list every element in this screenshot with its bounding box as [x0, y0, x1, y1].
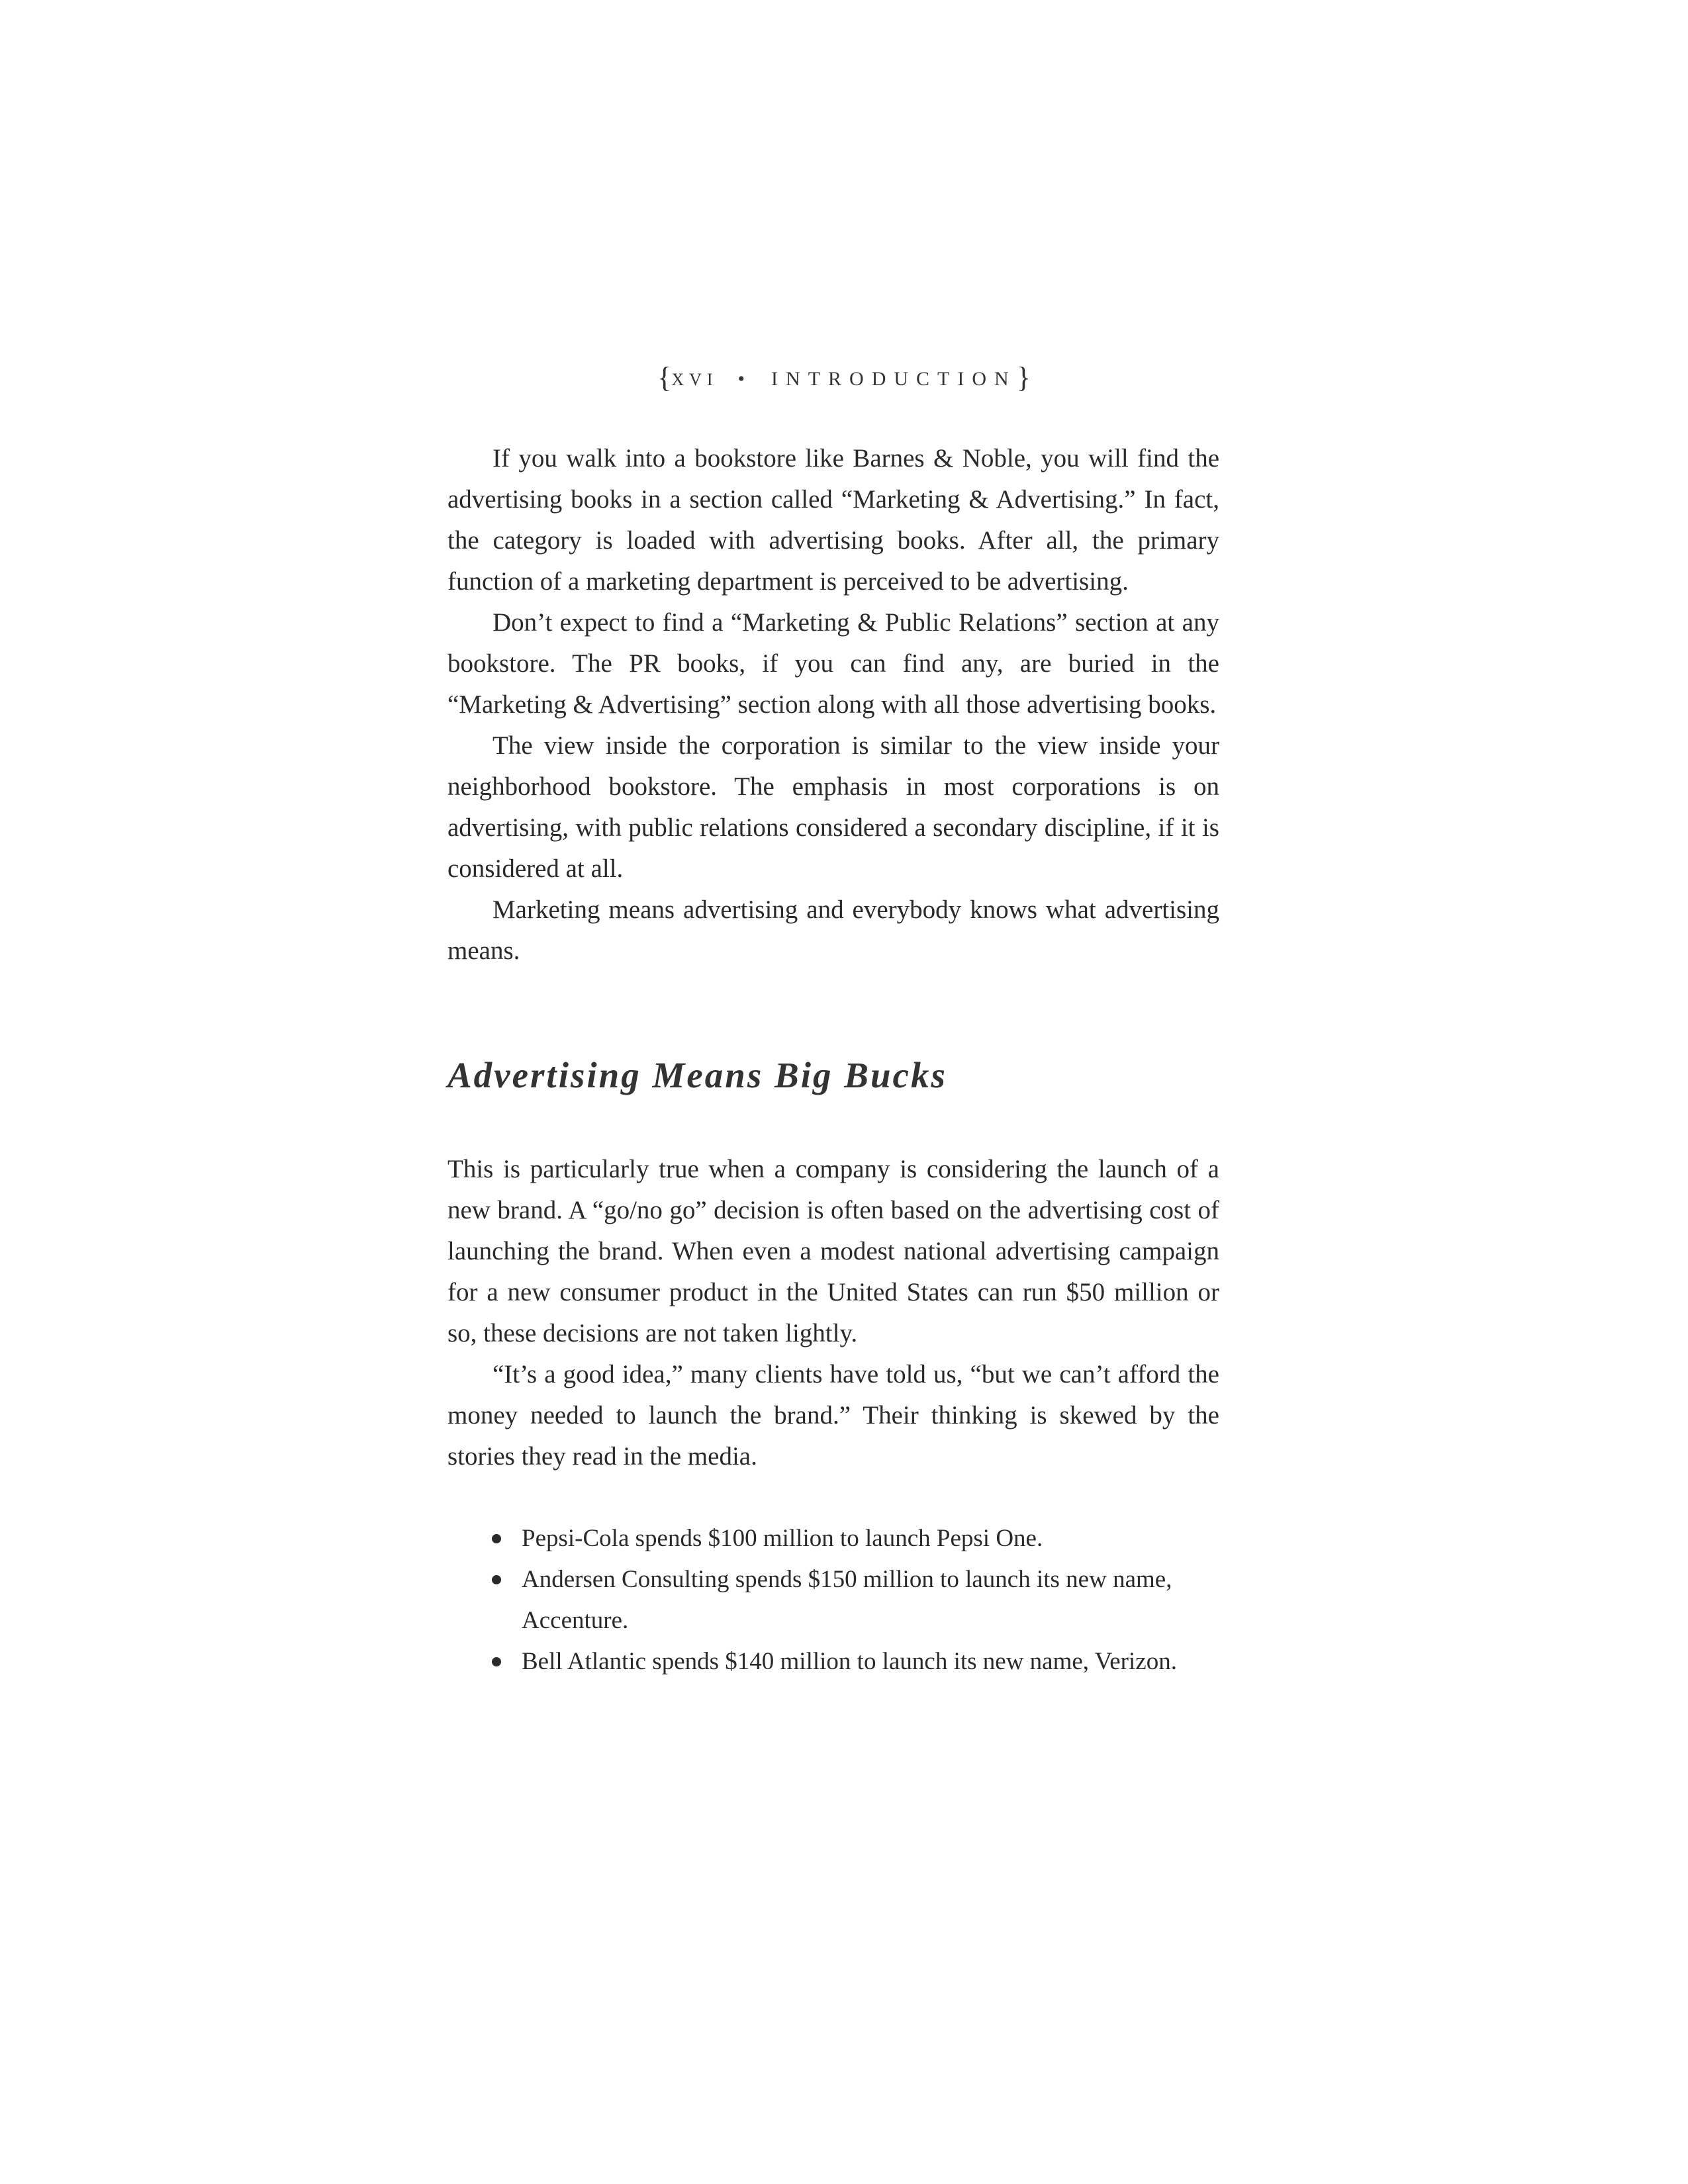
body-text	[447, 438, 1219, 1682]
bullet-icon	[492, 1575, 501, 1584]
open-brace: {	[657, 361, 672, 394]
running-head	[0, 361, 1688, 394]
bullet-text: Bell Atlantic spends $140 million to launch its new name, Verizon.	[522, 1648, 1177, 1675]
section-title: INTRODUCTION	[771, 368, 1017, 390]
paragraph: Marketing means advertising and everybody knows what advertising means.	[447, 895, 1219, 965]
bullet-item	[522, 1518, 1219, 1559]
bullet-item	[522, 1641, 1219, 1682]
section-heading: Advertising Means Big Bucks	[447, 1055, 947, 1095]
separator-bullet: •	[737, 368, 745, 390]
paragraph: If you walk into a bookstore like Barnes & Noble, you will find the advertising books in a section called “Marketing & Advertising.” In fact, the category is loaded with advertising books. After all, the primary function of a marketing department is perceived to be advertising.	[447, 444, 1219, 596]
bullet-icon	[492, 1657, 501, 1666]
bullet-text: Andersen Consulting spends $150 million to launch its new name, Accenture.	[522, 1566, 1172, 1634]
paragraph: Don’t expect to find a “Marketing & Public Relations” section at any bookstore. The PR books, if you can find any, are buried in the “Marketing & Advertising” section along with all those advertising books.	[447, 608, 1219, 719]
close-brace: }	[1016, 361, 1031, 394]
paragraph: This is particularly true when a company is considering the launch of a new brand. A “go/no go” decision is often based on the advertising cost of launching the brand. When even a modest national advertising campaign for a new consumer product in the United States can run $50 million or so, these decisions are not taken lightly.	[447, 1155, 1219, 1347]
bullet-list	[447, 1518, 1219, 1682]
bullet-item	[522, 1559, 1219, 1641]
paragraph: “It’s a good idea,” many clients have told us, “but we can’t afford the money needed to launch the brand.” Their thinking is skewed by the stories they read in the media.	[447, 1360, 1219, 1471]
bullet-icon	[492, 1534, 501, 1543]
paragraph: The view inside the corporation is similar to the view inside your neighborhood bookstore. The emphasis in most corporations is on advertising, with public relations considered a secondary discipline, if it is considered at all.	[447, 731, 1219, 883]
page-number: XVI	[671, 370, 718, 389]
bullet-text: Pepsi-Cola spends $100 million to launch Pepsi One.	[522, 1525, 1043, 1552]
